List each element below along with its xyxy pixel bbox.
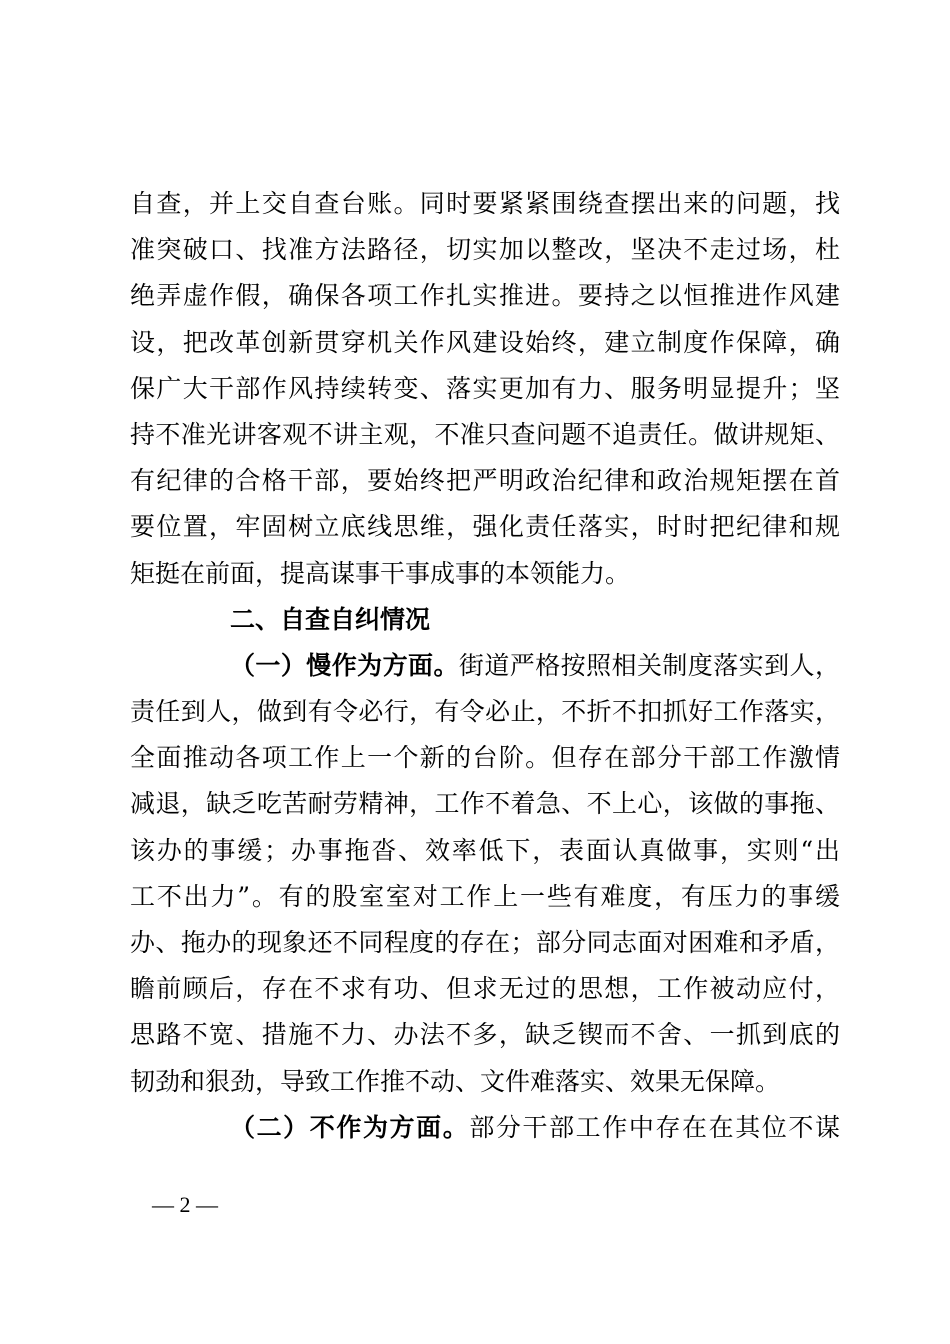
- paragraph-line: 自查，并上交自查台账。同时要紧紧围绕查摆出来的问题，找: [130, 189, 840, 218]
- paragraph-line: 有纪律的合格干部，要始终把严明政治纪律和政治规矩摆在首: [130, 466, 840, 496]
- paragraph-line: 全面推动各项工作上一个新的台阶。但存在部分干部工作激情: [130, 743, 840, 773]
- section-heading: 二、自查自纠情况: [230, 604, 431, 634]
- paragraph-line: 保广大干部作风持续转变、落实更加有力、服务明显提升；坚: [130, 373, 840, 403]
- page-number: — 2 —: [152, 1192, 218, 1217]
- paragraph-line: 设，把改革创新贯穿机关作风建设始终，建立制度作保障，确: [130, 327, 840, 357]
- paragraph-line: 思路不宽、措施不力、办法不多，缺乏锲而不舍、一抓到底的: [130, 1020, 840, 1050]
- paragraph-line: 该办的事缓；办事拖沓、效率低下，表面认真做事，实则“出: [130, 835, 840, 865]
- subsection-first-line: [130, 1105, 840, 1151]
- paragraph-line: 准突破口、找准方法路径，切实加以整改，坚决不走过场，杜: [130, 235, 840, 265]
- paragraph-line: 韧劲和狠劲，导致工作推不动、文件难落实、效果无保障。: [130, 1066, 781, 1096]
- paragraph-line: 矩挺在前面，提高谋事干事成事的本领能力。: [130, 558, 631, 588]
- paragraph-line: 责任到人，做到有令必行，有令必止，不折不扣抓好工作落实，: [130, 697, 840, 727]
- paragraph-line: 持不准光讲客观不讲主观，不准只查问题不追责任。做讲规矩、: [130, 419, 840, 449]
- paragraph-line: 工不出力”。有的股室室对工作上一些有难度，有压力的事缓: [130, 881, 840, 911]
- document-body: [130, 181, 840, 1151]
- subsection-label: （一）慢作为方面。: [230, 650, 459, 680]
- paragraph-line: 办、拖办的现象还不同程度的存在；部分同志面对困难和矛盾，: [130, 928, 840, 957]
- paragraph-line: 绝弄虚作假，确保各项工作扎实推进。要持之以恒推进作风建: [130, 281, 840, 311]
- subsection-text: 部分干部工作中存在在其位不谋: [469, 1112, 840, 1142]
- paragraph-line: 瞻前顾后，存在不求有功、但求无过的思想，工作被动应付，: [130, 974, 840, 1004]
- paragraph-line: 减退，缺乏吃苦耐劳精神，工作不着急、不上心，该做的事拖、: [130, 789, 840, 819]
- subsection-text: 街道严格按照相关制度落实到人，: [458, 650, 840, 680]
- subsection-label: （二）不作为方面。: [230, 1112, 470, 1142]
- subsection-first-line: [130, 643, 840, 689]
- paragraph-line: 要位置，牢固树立底线思维，强化责任落实，时时把纪律和规: [130, 512, 840, 542]
